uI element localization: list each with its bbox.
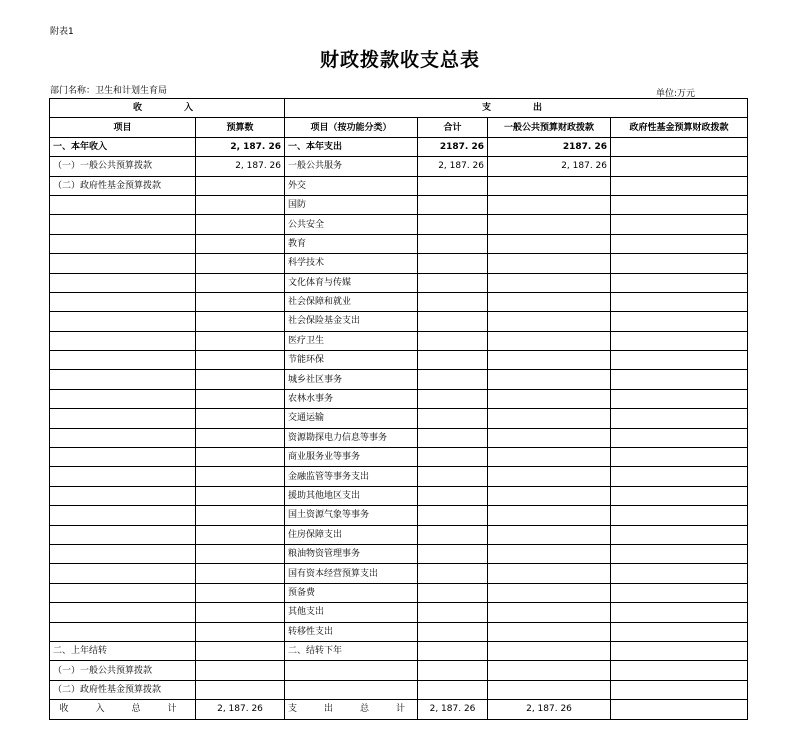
row-function-item: 粮油物资管理事务 [285,544,418,563]
row-function-item: 国防 [285,195,418,214]
row-fund-budget [611,603,748,622]
column-header-budget: 预算数 [196,118,285,137]
row-total [418,312,488,331]
row-fund-budget [611,331,748,350]
row-function-item: 节能环保 [285,351,418,370]
row-general-budget [488,312,611,331]
total-row [50,700,748,719]
table-row [50,195,748,214]
row-total [418,351,488,370]
row-budget [196,215,285,234]
row-item [50,467,196,486]
row-fund-budget [611,467,748,486]
row-item [50,292,196,311]
column-header-row [50,118,748,137]
row-function-item: 住房保障支出 [285,525,418,544]
row-function-item: 资源勘探电力信息等事务 [285,428,418,447]
column-header-general-budget: 一般公共预算财政拨款 [488,118,611,137]
row-item [50,234,196,253]
row-budget [196,428,285,447]
row-budget [196,195,285,214]
row-function-item: 金融监管等事务支出 [285,467,418,486]
row-general-budget [488,176,611,195]
table-row [50,680,748,699]
row-total [418,234,488,253]
table-row [50,603,748,622]
expenditure-total-label: 支 出 总 计 [285,700,418,719]
department-name: 部门名称：卫生和计划生育局 [50,86,168,96]
row-item [50,215,196,234]
row-item [50,583,196,602]
row-item [50,254,196,273]
column-header-fund-budget: 政府性基金预算财政拨款 [611,118,748,137]
row-function-item: 外交 [285,176,418,195]
row-function-item: 交通运输 [285,409,418,428]
row-budget [196,389,285,408]
row-item [50,370,196,389]
row-total [418,486,488,505]
budget-table [49,98,748,720]
row-general-budget [488,195,611,214]
row-function-item: 转移性支出 [285,622,418,641]
row-function-item: 科学技术 [285,254,418,273]
table-row [50,137,748,156]
income-total-value: 2, 187. 26 [196,700,285,719]
row-total [418,370,488,389]
row-total [418,525,488,544]
row-general-budget [488,409,611,428]
table-row [50,351,748,370]
row-total [418,564,488,583]
row-general-budget [488,234,611,253]
row-item [50,428,196,447]
row-fund-budget [611,215,748,234]
row-fund-budget [611,486,748,505]
column-header-total: 合计 [418,118,488,137]
row-function-item: 农林水事务 [285,389,418,408]
row-total [418,641,488,660]
table-row [50,409,748,428]
row-item: （一）一般公共预算拨款 [50,661,196,680]
unit-label: 单位:万元 [656,89,696,99]
row-general-budget [488,622,611,641]
table-row [50,176,748,195]
row-item [50,331,196,350]
row-fund-budget [611,583,748,602]
row-budget [196,506,285,525]
row-budget [196,176,285,195]
table-row [50,525,748,544]
row-budget: 2, 187. 26 [196,157,285,176]
row-general-budget [488,370,611,389]
row-function-item: 一、本年支出 [285,137,418,156]
row-fund-budget [611,157,748,176]
row-budget [196,351,285,370]
row-fund-budget [611,661,748,680]
row-function-item: 教育 [285,234,418,253]
row-item [50,409,196,428]
row-total [418,428,488,447]
row-fund-budget [611,680,748,699]
row-item [50,389,196,408]
row-budget [196,661,285,680]
row-fund-budget [611,234,748,253]
row-general-budget [488,428,611,447]
row-budget [196,254,285,273]
column-header-function-item: 项目（按功能分类） [285,118,418,137]
table-row [50,564,748,583]
row-budget [196,544,285,563]
expenditure-total-value: 2, 187. 26 [418,700,488,719]
row-function-item: 二、结转下年 [285,641,418,660]
row-budget [196,564,285,583]
table-row [50,428,748,447]
row-general-budget [488,254,611,273]
table-row [50,506,748,525]
row-budget [196,486,285,505]
row-function-item: 公共安全 [285,215,418,234]
row-item [50,544,196,563]
row-item: （二）政府性基金预算拨款 [50,680,196,699]
row-fund-budget [611,525,748,544]
table-row [50,273,748,292]
income-total-label: 收 入 总 计 [50,700,196,719]
table-row [50,292,748,311]
row-general-budget [488,351,611,370]
row-function-item [285,661,418,680]
row-budget [196,409,285,428]
row-item [50,273,196,292]
table-row [50,467,748,486]
table-row [50,234,748,253]
row-total [418,254,488,273]
table-row [50,661,748,680]
row-item: （二）政府性基金预算拨款 [50,176,196,195]
table-row [50,544,748,563]
row-function-item: 文化体育与传媒 [285,273,418,292]
row-total [418,448,488,467]
row-total [418,544,488,563]
table-row [50,389,748,408]
annex-label: 附表1 [50,27,74,37]
row-total [418,506,488,525]
row-item [50,603,196,622]
row-general-budget [488,486,611,505]
row-function-item: 援助其他地区支出 [285,486,418,505]
general-budget-total-value: 2, 187. 26 [488,700,611,719]
row-general-budget [488,292,611,311]
row-function-item [285,680,418,699]
row-budget [196,292,285,311]
table-row [50,448,748,467]
row-function-item: 一般公共服务 [285,157,418,176]
row-function-item: 国有资本经营预算支出 [285,564,418,583]
row-total [418,176,488,195]
row-general-budget: 2187. 26 [488,137,611,156]
row-item [50,564,196,583]
row-total [418,622,488,641]
row-total: 2, 187. 26 [418,157,488,176]
row-fund-budget [611,176,748,195]
row-general-budget [488,467,611,486]
table-row [50,486,748,505]
row-fund-budget [611,506,748,525]
row-total [418,409,488,428]
row-item [50,525,196,544]
row-total: 2187. 26 [418,137,488,156]
row-general-budget [488,389,611,408]
table-row [50,331,748,350]
row-total [418,215,488,234]
row-fund-budget [611,312,748,331]
row-budget [196,680,285,699]
row-fund-budget [611,564,748,583]
table-row [50,215,748,234]
row-budget [196,234,285,253]
row-general-budget [488,273,611,292]
row-budget [196,331,285,350]
fund-budget-total-value [611,700,748,719]
row-general-budget: 2, 187. 26 [488,157,611,176]
row-general-budget [488,680,611,699]
row-general-budget [488,525,611,544]
row-general-budget [488,661,611,680]
row-budget [196,370,285,389]
income-section-header: 收 入 [50,99,285,118]
row-total [418,195,488,214]
row-total [418,583,488,602]
row-budget [196,603,285,622]
row-budget [196,312,285,331]
table-row [50,370,748,389]
section-header-row [50,99,748,118]
row-total [418,603,488,622]
expenditure-section-header: 支 出 [285,99,748,118]
table-row [50,254,748,273]
row-budget [196,467,285,486]
row-budget [196,583,285,602]
row-function-item: 社会保险基金支出 [285,312,418,331]
table-row [50,641,748,660]
row-budget: 2, 187. 26 [196,137,285,156]
column-header-item: 项目 [50,118,196,137]
table-row [50,622,748,641]
table-row [50,157,748,176]
row-total [418,273,488,292]
row-budget [196,448,285,467]
row-fund-budget [611,448,748,467]
page-title: 财政拨款收支总表 [319,49,480,71]
row-general-budget [488,506,611,525]
table-row [50,312,748,331]
row-item [50,506,196,525]
row-fund-budget [611,137,748,156]
row-item: （一）一般公共预算拨款 [50,157,196,176]
row-item: 一、本年收入 [50,137,196,156]
row-budget [196,273,285,292]
row-item [50,622,196,641]
row-item [50,448,196,467]
row-fund-budget [611,409,748,428]
row-function-item: 城乡社区事务 [285,370,418,389]
row-general-budget [488,603,611,622]
table-row [50,583,748,602]
row-item [50,195,196,214]
row-budget [196,622,285,641]
row-total [418,331,488,350]
row-general-budget [488,448,611,467]
row-item: 二、上年结转 [50,641,196,660]
row-fund-budget [611,273,748,292]
row-total [418,389,488,408]
row-total [418,680,488,699]
row-item [50,351,196,370]
row-total [418,661,488,680]
row-item [50,312,196,331]
row-general-budget [488,564,611,583]
row-item [50,486,196,505]
row-general-budget [488,544,611,563]
row-budget [196,525,285,544]
row-fund-budget [611,254,748,273]
row-general-budget [488,331,611,350]
row-function-item: 社会保障和就业 [285,292,418,311]
row-budget [196,641,285,660]
row-fund-budget [611,292,748,311]
row-fund-budget [611,389,748,408]
row-fund-budget [611,622,748,641]
row-total [418,292,488,311]
row-fund-budget [611,428,748,447]
row-function-item: 医疗卫生 [285,331,418,350]
row-fund-budget [611,641,748,660]
row-general-budget [488,641,611,660]
row-function-item: 国土资源气象等事务 [285,506,418,525]
row-general-budget [488,215,611,234]
row-function-item: 预备费 [285,583,418,602]
row-total [418,467,488,486]
row-fund-budget [611,195,748,214]
row-function-item: 其他支出 [285,603,418,622]
row-fund-budget [611,370,748,389]
row-fund-budget [611,351,748,370]
row-function-item: 商业服务业等事务 [285,448,418,467]
row-fund-budget [611,544,748,563]
row-general-budget [488,583,611,602]
